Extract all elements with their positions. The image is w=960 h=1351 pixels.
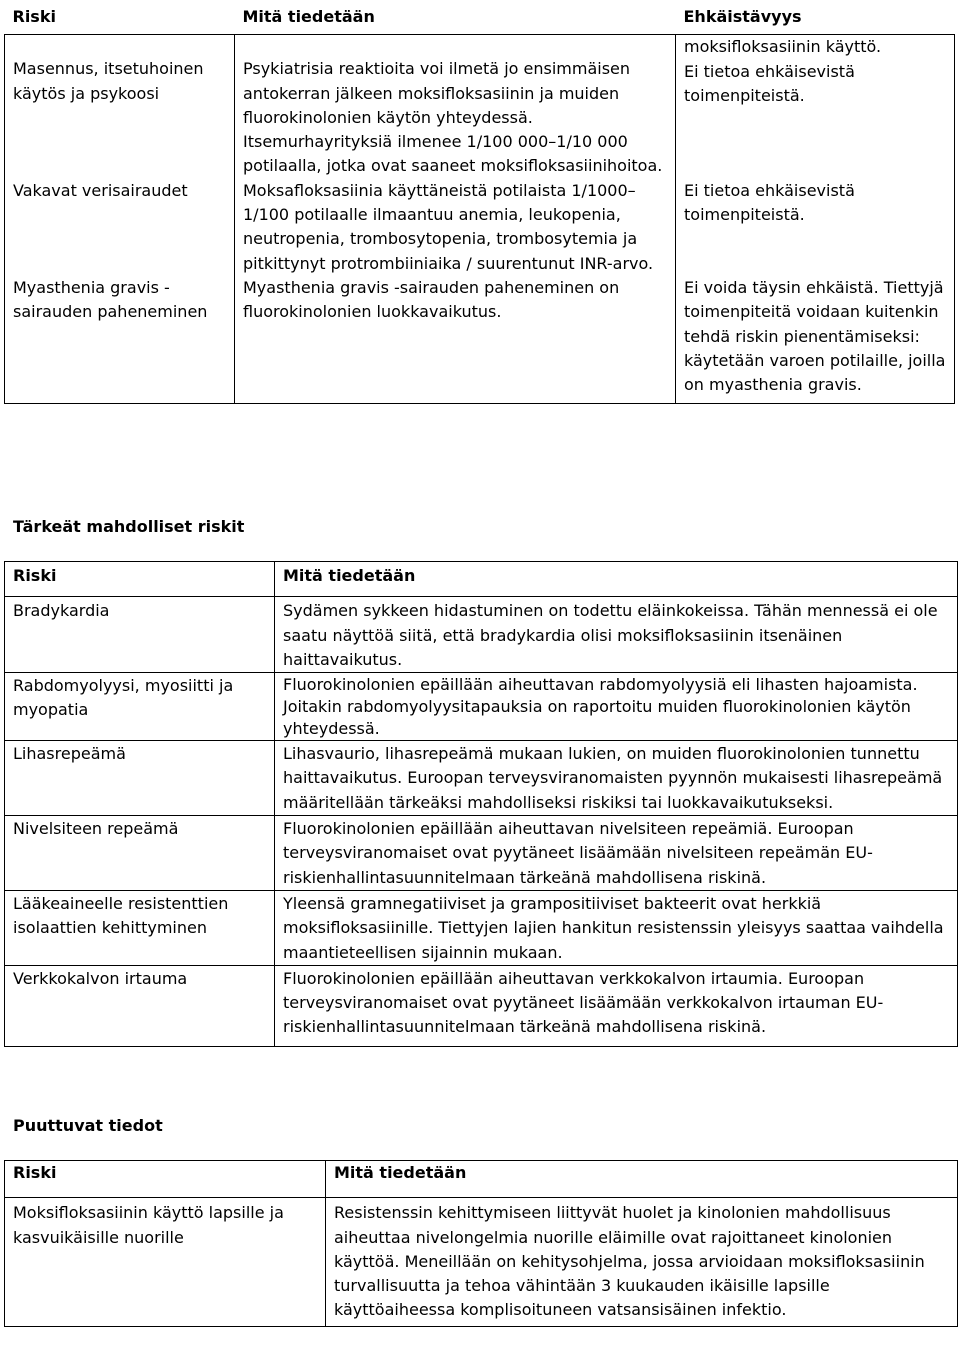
risk-cell: Lihasrepeämä — [5, 741, 275, 816]
risk-cell: Lääkeaineelle resistenttien isolaattien kehittyminen — [5, 890, 275, 965]
known-cell: Myasthenia gravis -sairauden paheneminen on fluorokinolonien luokkavaikutus. — [235, 276, 676, 404]
missing-info-table — [4, 1160, 958, 1327]
prevention-cell — [676, 35, 955, 179]
header-prevention: Ehkäistävyys — [683, 7, 802, 26]
table-header-row — [5, 1161, 958, 1198]
table-row — [5, 597, 958, 673]
header-known: Mitä tiedetään — [326, 1161, 958, 1198]
known-cell: Resistenssin kehittymiseen liittyvät huolet ja kinolonien mahdollisuus aiheuttaa nivelongelmia nuorille eläimille ovat rajoittaneet kinolonien käyttöä. Meneillään on kehitysohjelma, jossa arvioidaan moksifloksasiinin turvallisuutta ja tehoa vähintään 3 kuukauden ikäisille lapsille käyttöaiheessa komplisoituneen vatsansisäinen infektio. — [326, 1198, 958, 1326]
prevention-cell: Ei tietoa ehkäisevistä toimenpiteistä. — [676, 179, 955, 276]
known-cell: Fluorokinolonien epäillään aiheuttavan rabdomyolyysiä eli lihasten hajoamista. Joitakin rabdomyolyysitapauksia on raportoitu muiden fluorokinolonien käytön yhteydessä. — [275, 673, 958, 741]
table-row — [5, 965, 958, 1046]
risk-cell: Myasthenia gravis -sairauden paheneminen — [5, 276, 235, 404]
table-row — [5, 816, 958, 891]
risk-cell: Bradykardia — [5, 597, 275, 673]
known-risks-table — [4, 5, 955, 404]
table-row — [5, 741, 958, 816]
header-risk: Riski — [5, 562, 275, 597]
table-row — [5, 1198, 958, 1326]
prevention-continuation: moksifloksasiinin käyttö. — [684, 37, 882, 57]
risk-cell: Moksifloksasiinin käyttö lapsille ja kasvuikäisille nuorille — [5, 1198, 326, 1326]
table-row — [5, 35, 955, 179]
table-row — [5, 890, 958, 965]
risk-cell: Nivelsiteen repeämä — [5, 816, 275, 891]
header-known: Mitä tiedetään — [242, 7, 375, 26]
known-cell: Yleensä gramnegatiiviset ja grampositiiviset bakteerit ovat herkkiä moksifloksasiinille. Tiettyjen lajien hankitun resistenssin yleisyys saattaa vaihdella maantieteellisen sijainnin mukaan. — [275, 890, 958, 965]
risk-cell: Vakavat verisairaudet — [5, 179, 235, 276]
known-cell: Fluorokinolonien epäillään aiheuttavan verkkokalvon irtaumia. Euroopan terveysviranomaiset ovat pyytäneet lisäämään verkkokalvon irtauman EU-riskienhallintasuunnitelmaan tärkeänä mahdollisena riskinä. — [275, 965, 958, 1046]
risk-cell: Masennus, itsetuhoinen käytös ja psykoosi — [5, 35, 235, 179]
missing-info-title: Puuttuvat tiedot — [13, 1116, 163, 1135]
potential-risks-title: Tärkeät mahdolliset riskit — [13, 517, 245, 536]
table-header-row — [5, 5, 955, 35]
table-row — [5, 673, 958, 741]
risk-cell: Verkkokalvon irtauma — [5, 965, 275, 1046]
known-cell: Moksafloksasiinia käyttäneistä potilaista 1/1000–1/100 potilaalle ilmaantuu anemia, leukopenia, neutropenia, trombosytopenia, trombosytemia ja pitkittynyt protrombiiniaika / suurentunut INR-arvo. — [235, 179, 676, 276]
known-cell: Psykiatrisia reaktioita voi ilmetä jo ensimmäisen antokerran jälkeen moksifloksasiinin ja muiden fluorokinolonien käytön yhteydessä. Itsemurhayrityksiä ilmenee 1/100 000–1/10 000 potilaalla, jotka ovat saaneet moksifloksasiinihoitoa. — [235, 35, 676, 179]
table-row — [5, 179, 955, 276]
header-known: Mitä tiedetään — [275, 562, 958, 597]
risk-cell: Rabdomyolyysi, myosiitti ja myopatia — [5, 673, 275, 741]
prevention-text: Ei tietoa ehkäisevistä toimenpiteistä. — [684, 61, 855, 105]
header-risk: Riski — [12, 7, 56, 26]
known-cell: Lihasvaurio, lihasrepeämä mukaan lukien, on muiden fluorokinolonien tunnettu haittavaikutus. Euroopan terveysviranomaisten pyynnön mukaisesti lihasrepeämä määritellään tärkeäksi mahdolliseksi riskiksi tai luokkavaikutukseksi. — [275, 741, 958, 816]
header-risk: Riski — [5, 1161, 326, 1198]
known-cell: Fluorokinolonien epäillään aiheuttavan nivelsiteen repeämiä. Euroopan terveysviranomaiset ovat pyytäneet lisäämään nivelsiteen repeämän EU-riskienhallintasuunnitelmaan tärkeänä mahdollisena riskinä. — [275, 816, 958, 891]
table-header-row — [5, 562, 958, 597]
prevention-cell: Ei voida täysin ehkäistä. Tiettyjä toimenpiteitä voidaan kuitenkin tehdä riskin pienentämiseksi: käytetään varoen potilaille, joilla on myasthenia gravis. — [676, 276, 955, 404]
potential-risks-table — [4, 561, 958, 1047]
known-cell: Sydämen sykkeen hidastuminen on todettu eläinkokeissa. Tähän mennessä ei ole saatu näyttöä siitä, että bradykardia olisi moksifloksasiinin itsenäinen haittavaikutus. — [275, 597, 958, 673]
table-row — [5, 276, 955, 404]
